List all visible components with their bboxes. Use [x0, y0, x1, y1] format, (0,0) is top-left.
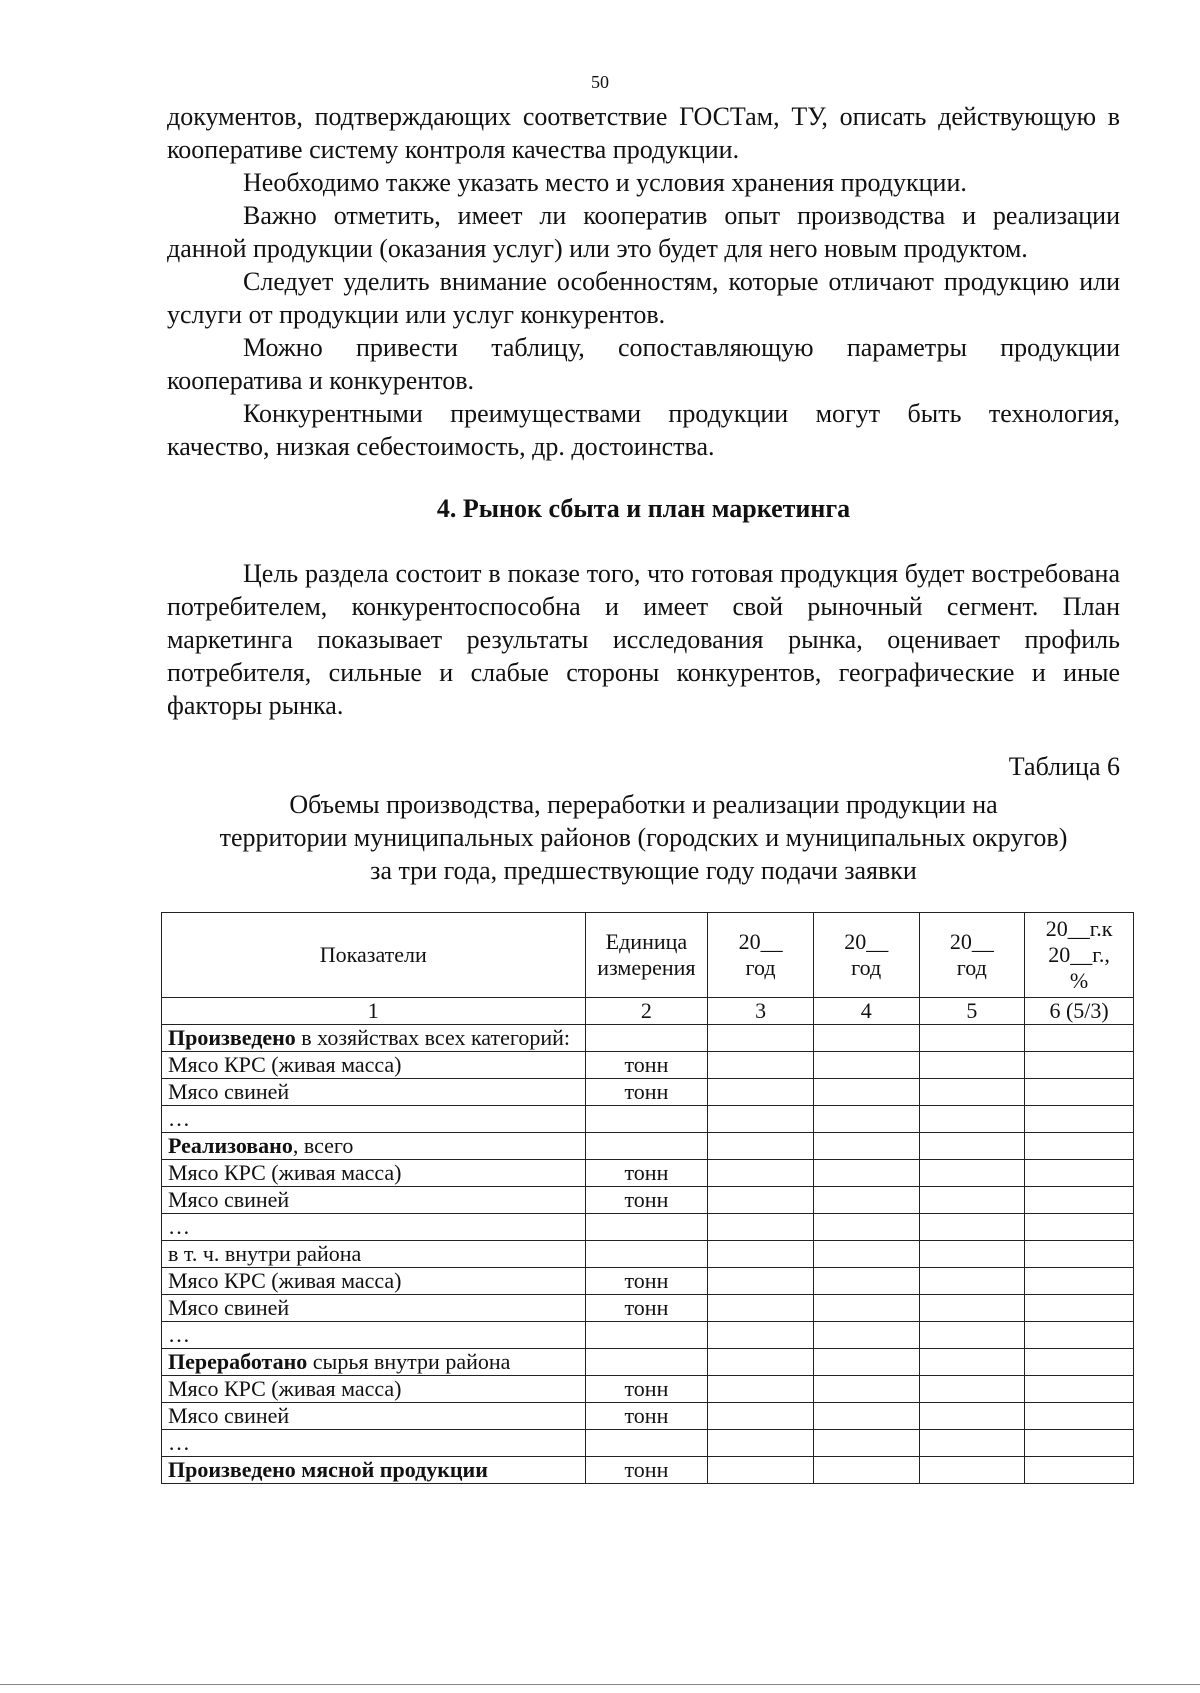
indicator-cell [162, 1133, 586, 1160]
header-year-suffix: год [745, 955, 776, 980]
header-percent-line: 20__г.к [1045, 916, 1113, 941]
table-header-row [162, 913, 1134, 998]
caption-line: Объемы производства, переработки и реализации продукции на [289, 790, 998, 819]
value-cell [813, 1376, 919, 1403]
value-cell [813, 1160, 919, 1187]
indicator-cell [162, 1268, 586, 1295]
value-cell [708, 1322, 814, 1349]
indicator-text: Мясо свиней [168, 1295, 290, 1320]
indicator-text: в хозяйствах всех категорий: [295, 1025, 571, 1050]
column-number: 5 [919, 998, 1025, 1025]
value-cell [708, 1106, 814, 1133]
indicator-cell [162, 1295, 586, 1322]
value-cell [919, 1025, 1025, 1052]
value-cell [708, 1052, 814, 1079]
value-cell [919, 1403, 1025, 1430]
value-cell [708, 1241, 814, 1268]
indicator-cell [162, 1214, 586, 1241]
value-cell [813, 1295, 919, 1322]
header-indicator: Показатели [162, 913, 586, 998]
value-cell [919, 1430, 1025, 1457]
value-cell [813, 1241, 919, 1268]
header-year-suffix: год [851, 955, 882, 980]
value-cell [919, 1079, 1025, 1106]
value-cell [1025, 1376, 1134, 1403]
value-cell [919, 1160, 1025, 1187]
indicator-bold: Произведено мясной продукции [168, 1457, 488, 1482]
value-cell [919, 1187, 1025, 1214]
value-cell [919, 1349, 1025, 1376]
value-cell [919, 1052, 1025, 1079]
table-row [162, 1403, 1134, 1430]
paragraph: документов, подтверждающих соответствие ГОСТам, ТУ, описать действующую в кооперативе систему контроля качества продукции. [167, 102, 1120, 164]
indicator-text: Мясо свиней [168, 1403, 290, 1428]
value-cell [708, 1376, 814, 1403]
indicator-text: Мясо КРС (живая масса) [168, 1376, 402, 1401]
value-cell [813, 1079, 919, 1106]
indicator-bold: Реализовано [168, 1133, 293, 1158]
unit-cell: тонн [585, 1187, 708, 1214]
value-cell [1025, 1160, 1134, 1187]
indicator-text: сырья внутри района [307, 1349, 511, 1374]
table-row [162, 1160, 1134, 1187]
header-year [813, 913, 919, 998]
indicator-cell [162, 1322, 586, 1349]
indicator-text: Мясо свиней [168, 1187, 290, 1212]
table-caption [167, 788, 1120, 887]
table-row [162, 1457, 1134, 1484]
table-row [162, 1241, 1134, 1268]
column-number: 1 [162, 998, 586, 1025]
header-unit-line: Единица [605, 929, 688, 954]
indicator-cell [162, 1349, 586, 1376]
table-row [162, 1025, 1134, 1052]
section-text [167, 557, 1120, 722]
section-heading: 4. Рынок сбыта и план маркетинга [436, 494, 851, 523]
value-cell [813, 1214, 919, 1241]
unit-cell: тонн [585, 1160, 708, 1187]
indicator-cell [162, 1457, 586, 1484]
value-cell [708, 1430, 814, 1457]
table-row [162, 1052, 1134, 1079]
header-year [708, 913, 814, 998]
value-cell [919, 1268, 1025, 1295]
unit-cell [585, 1349, 708, 1376]
paragraph: Можно привести таблицу, сопоставляющую параметры продукции кооператива и конкурентов. [167, 333, 1120, 395]
value-cell [813, 1187, 919, 1214]
value-cell [813, 1106, 919, 1133]
value-cell [708, 1079, 814, 1106]
header-percent [1025, 913, 1134, 998]
table-row [162, 1106, 1134, 1133]
page-number: 50 [591, 72, 609, 92]
column-number: 6 (5/3) [1025, 998, 1134, 1025]
value-cell [1025, 1052, 1134, 1079]
table-row [162, 1214, 1134, 1241]
value-cell [1025, 1403, 1134, 1430]
value-cell [813, 1430, 919, 1457]
table-row [162, 1268, 1134, 1295]
paragraph: Необходимо также указать место и условия хранения продукции. [243, 168, 967, 197]
column-number: 2 [585, 998, 708, 1025]
value-cell [813, 1268, 919, 1295]
value-cell [708, 1403, 814, 1430]
unit-cell [585, 1106, 708, 1133]
indicator-cell [162, 1187, 586, 1214]
header-year-prefix: 20__ [844, 929, 889, 954]
header-unit [585, 913, 708, 998]
table-body [162, 1025, 1134, 1484]
table-row [162, 1295, 1134, 1322]
indicator-text: … [168, 1322, 190, 1347]
value-cell [813, 1349, 919, 1376]
unit-cell [585, 1430, 708, 1457]
header-year-prefix: 20__ [738, 929, 783, 954]
value-cell [919, 1133, 1025, 1160]
indicator-bold: Переработано [168, 1349, 308, 1374]
paragraph: Цель раздела состоит в показе того, что готовая продукция будет востребована потребителем, конкурентоспособна и имеет свой рыночный сегмент. План маркетинга показывает результаты исследования рынка, оценивает профиль потребителя, сильные и слабые стороны конкурентов, географические и иные факторы рынка. [167, 559, 1120, 720]
value-cell [708, 1133, 814, 1160]
header-year [919, 913, 1025, 998]
indicator-text: Мясо свиней [168, 1079, 290, 1104]
value-cell [708, 1349, 814, 1376]
indicator-text: Мясо КРС (живая масса) [168, 1052, 402, 1077]
value-cell [1025, 1268, 1134, 1295]
paragraph: Следует уделить внимание особенностям, которые отличают продукцию или услуги от продукции или услуг конкурентов. [167, 267, 1120, 329]
caption-line: за три года, предшествующие году подачи заявки [370, 856, 917, 885]
value-cell [919, 1214, 1025, 1241]
value-cell [1025, 1025, 1134, 1052]
value-cell [1025, 1241, 1134, 1268]
value-cell [708, 1457, 814, 1484]
value-cell [919, 1322, 1025, 1349]
indicator-text: … [168, 1106, 190, 1131]
column-number: 4 [813, 998, 919, 1025]
unit-cell [585, 1322, 708, 1349]
value-cell [708, 1268, 814, 1295]
indicator-cell [162, 1430, 586, 1457]
value-cell [919, 1295, 1025, 1322]
value-cell [919, 1106, 1025, 1133]
indicator-cell [162, 1025, 586, 1052]
indicator-text: , всего [292, 1133, 354, 1158]
value-cell [813, 1052, 919, 1079]
header-year-suffix: год [956, 955, 987, 980]
table-row [162, 1349, 1134, 1376]
table-row [162, 1187, 1134, 1214]
indicator-text: … [168, 1214, 190, 1239]
indicator-cell [162, 1403, 586, 1430]
indicator-cell [162, 1106, 586, 1133]
indicator-text: … [168, 1430, 190, 1455]
value-cell [1025, 1457, 1134, 1484]
value-cell [708, 1214, 814, 1241]
unit-cell: тонн [585, 1457, 708, 1484]
table-label: Таблица 6 [1008, 752, 1120, 781]
value-cell [708, 1295, 814, 1322]
intro-text [167, 100, 1120, 463]
indicator-text: Мясо КРС (живая масса) [168, 1268, 402, 1293]
value-cell [708, 1187, 814, 1214]
unit-cell: тонн [585, 1295, 708, 1322]
value-cell [919, 1457, 1025, 1484]
header-unit-line: измерения [597, 955, 696, 980]
value-cell [1025, 1349, 1134, 1376]
table-row [162, 1430, 1134, 1457]
unit-cell: тонн [585, 1052, 708, 1079]
indicator-bold: Произведено [168, 1025, 296, 1050]
value-cell [919, 1376, 1025, 1403]
table-row [162, 1322, 1134, 1349]
unit-cell: тонн [585, 1376, 708, 1403]
indicator-text: в т. ч. внутри района [168, 1241, 362, 1266]
value-cell [813, 1322, 919, 1349]
unit-cell: тонн [585, 1079, 708, 1106]
indicator-cell [162, 1241, 586, 1268]
indicator-cell [162, 1376, 586, 1403]
value-cell [813, 1457, 919, 1484]
table-row [162, 1376, 1134, 1403]
volumes-table [161, 912, 1134, 1484]
indicator-cell [162, 1052, 586, 1079]
indicator-cell [162, 1079, 586, 1106]
indicator-cell [162, 1160, 586, 1187]
table-row [162, 1079, 1134, 1106]
value-cell [1025, 1133, 1134, 1160]
table-row [162, 1133, 1134, 1160]
unit-cell: тонн [585, 1268, 708, 1295]
scan-edge-line [0, 1684, 1200, 1685]
unit-cell [585, 1133, 708, 1160]
value-cell [813, 1025, 919, 1052]
value-cell [919, 1241, 1025, 1268]
value-cell [1025, 1187, 1134, 1214]
value-cell [1025, 1295, 1134, 1322]
value-cell [1025, 1322, 1134, 1349]
value-cell [1025, 1430, 1134, 1457]
column-number-row [162, 998, 1134, 1025]
header-percent-line: 20__г., [1048, 942, 1110, 967]
value-cell [1025, 1214, 1134, 1241]
header-year-prefix: 20__ [949, 929, 994, 954]
unit-cell [585, 1214, 708, 1241]
unit-cell: тонн [585, 1403, 708, 1430]
header-percent-line: % [1069, 968, 1089, 993]
column-number: 3 [708, 998, 814, 1025]
indicator-text: Мясо КРС (живая масса) [168, 1160, 402, 1185]
unit-cell [585, 1025, 708, 1052]
unit-cell [585, 1241, 708, 1268]
paragraph: Конкурентными преимуществами продукции могут быть технология, качество, низкая себестоимость, др. достоинства. [167, 399, 1120, 461]
value-cell [1025, 1106, 1134, 1133]
value-cell [813, 1403, 919, 1430]
value-cell [1025, 1079, 1134, 1106]
value-cell [813, 1133, 919, 1160]
value-cell [708, 1160, 814, 1187]
value-cell [708, 1025, 814, 1052]
caption-line: территории муниципальных районов (городских и муниципальных округов) [219, 823, 1068, 852]
paragraph: Важно отметить, имеет ли кооператив опыт производства и реализации данной продукции (оказания услуг) или это будет для него новым продуктом. [167, 201, 1120, 263]
